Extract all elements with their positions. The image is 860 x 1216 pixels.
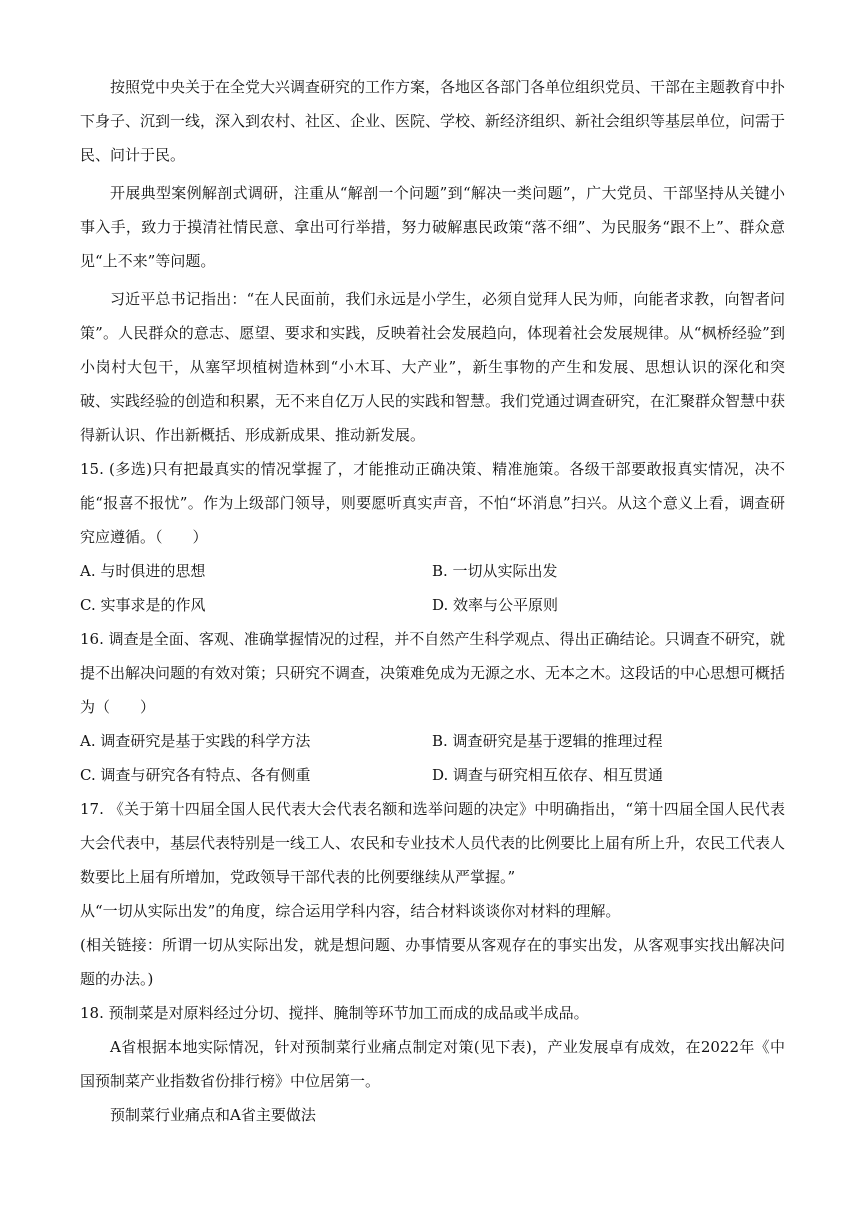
question-16-stem: 16. 调查是全面、客观、准确掌握情况的过程，并不自然产生科学观点、得出正确结论。只调查不研究，就提不出解决问题的有效对策；只研究不调查，决策难免成为无源之水、无本之木。这段话的中心思想可概括为（ ） [80, 630, 786, 716]
question-16-option-d: D. 调查与研究相互依存、相互贯通 [432, 766, 664, 784]
question-16-options [80, 724, 785, 792]
question-17-task: 从“一切从实际出发”的角度，综合运用学科内容，结合材料谈谈你对材料的理解。 [80, 902, 621, 920]
question-16-option-b: B. 调查研究是基于逻辑的推理过程 [432, 732, 663, 750]
question-18-stem: 18. 预制菜是对原料经过分切、搅拌、腌制等环节加工而成的成品或半成品。 [80, 1004, 589, 1022]
table-caption: 预制菜行业痛点和A省主要做法 [110, 1106, 316, 1124]
question-16-option-c: C. 调查与研究各有特点、各有侧重 [80, 766, 311, 784]
question-17-link: (相关链接：所谓一切从实际出发，就是想问题、办事情要从客观存在的事实出发，从客观事实找出解决问题的办法。) [80, 936, 785, 988]
question-15-option-c: C. 实事求是的作风 [80, 596, 206, 614]
material-paragraph-3: 习近平总书记指出：“在人民面前，我们永远是小学生，必须自觉拜人民为师，向能者求教，向智者问策”。人民群众的意志、愿望、要求和实践，反映着社会发展趋向，体现着社会发展规律。从“枫桥经验”到小岗村大包干，从塞罕坝植树造林到“小木耳、大产业”，新生事物的产生和发展、思想认识的深化和突破、实践经验的创造和积累，无不来自亿万人民的实践和智慧。我们党通过调查研究，在汇聚群众智慧中获得新认识、作出新概括、形成新成果、推动新发展。 [80, 290, 786, 444]
question-15-option-b: B. 一切从实际出发 [432, 562, 558, 580]
document-page [80, 70, 785, 1132]
material-paragraph-1: 按照党中央关于在全党大兴调查研究的工作方案，各地区各部门各单位组织党员、干部在主题教育中扑下身子、沉到一线，深入到农村、社区、企业、医院、学校、新经济组织、新社会组织等基层单位，问需于民、问计于民。 [80, 78, 786, 164]
material-paragraph-2: 开展典型案例解剖式调研，注重从“解剖一个问题”到“解决一类问题”，广大党员、干部坚持从关键小事入手，致力于摸清社情民意、拿出可行举措，努力破解惠民政策“落不细”、为民服务“跟不上”、群众意见“上不来”等问题。 [80, 184, 785, 270]
question-18-paragraph: A省根据本地实际情况，针对预制菜行业痛点制定对策(见下表)，产业发展卓有成效，在2022年《中国预制菜产业指数省份排行榜》中位居第一。 [80, 1038, 785, 1090]
question-15-option-d: D. 效率与公平原则 [432, 596, 559, 614]
question-17-stem: 17. 《关于第十四届全国人民代表大会代表名额和选举问题的决定》中明确指出，“第十四届全国人民代表大会代表中，基层代表特别是一线工人、农民和专业技术人员代表的比例要比上届有所上升，农民工代表人数要比上届有所增加，党政领导干部代表的比例要继续从严掌握。” [80, 800, 786, 886]
question-15-options [80, 554, 785, 622]
question-16-option-a: A. 调查研究是基于实践的科学方法 [80, 732, 311, 750]
question-15-stem: 15. (多选)只有把最真实的情况掌握了，才能推动正确决策、精准施策。各级干部要敢报真实情况，决不能“报喜不报忧”。作为上级部门领导，则要愿听真实声音，不怕“坏消息”扫兴。从这个意义上看，调查研究应遵循。（ ） [80, 460, 785, 546]
question-15-option-a: A. 与时俱进的思想 [80, 562, 206, 580]
